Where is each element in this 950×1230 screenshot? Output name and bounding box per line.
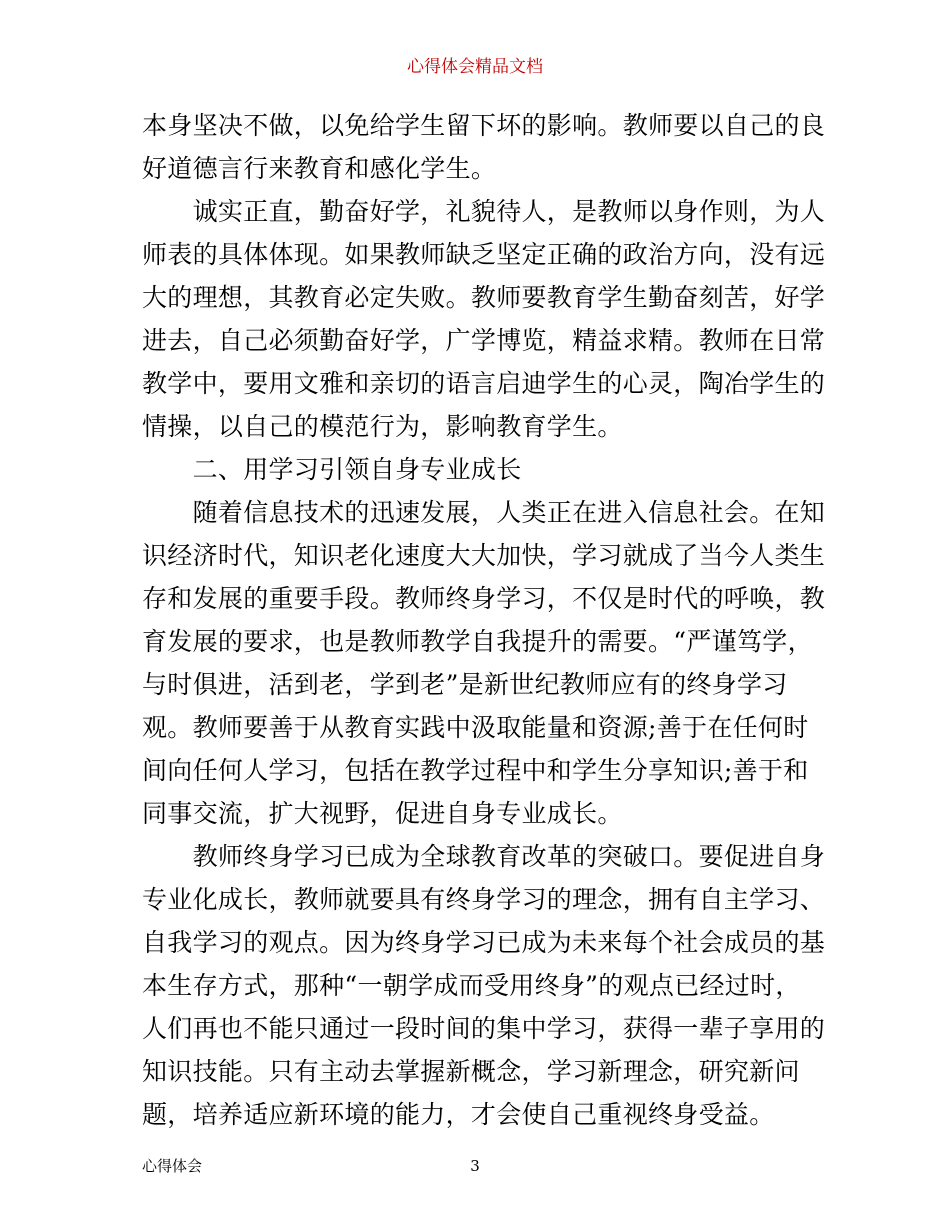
- text-line: 存和发展的重要手段。教师终身学习，不仅是时代的呼唤，教: [142, 584, 826, 613]
- text-line: 教学中，要用文雅和亲切的语言启迪学生的心灵，陶冶学生的: [142, 369, 826, 398]
- document-header-title: 心得体会精品文档: [407, 57, 543, 77]
- text-line: 情操，以自己的模范行为，影响教育学生。: [142, 412, 623, 441]
- text-line: 与时俱进，活到老，学到老”是新世纪教师应有的终身学习: [142, 670, 788, 699]
- section-heading: 二、用学习引领自身专业成长: [142, 455, 522, 484]
- text-line: 自我学习的观点。因为终身学习已成为未来每个社会成员的基: [142, 928, 826, 957]
- text-line: 专业化成长，教师就要具有终身学习的理念，拥有自主学习、: [142, 885, 826, 914]
- text-line: 诚实正直，勤奋好学，礼貌待人，是教师以身作则，为人: [142, 197, 826, 226]
- text-line: 好道德言行来教育和感化学生。: [142, 154, 497, 183]
- text-line: 同事交流，扩大视野，促进自身专业成长。: [142, 799, 623, 828]
- text-line: 知识技能。只有主动去掌握新概念，学习新理念，研究新问: [142, 1057, 800, 1086]
- text-line: 师表的具体体现。如果教师缺乏坚定正确的政治方向，没有远: [142, 240, 826, 269]
- document-body: [142, 104, 826, 1136]
- text-line: 进去，自己必须勤奋好学，广学博览，精益求精。教师在日常: [142, 326, 826, 355]
- text-line: 本身坚决不做，以免给学生留下坏的影响。教师要以自己的良: [142, 111, 826, 140]
- text-line: 大的理想，其教育必定失败。教师要教育学生勤奋刻苦，好学: [142, 283, 826, 312]
- text-line: 间向任何人学习，包括在教学过程中和学生分享知识;善于和: [142, 756, 809, 785]
- text-line: 教师终身学习已成为全球教育改革的突破口。要促进自身: [142, 842, 826, 871]
- text-line: 题，培养适应新环境的能力，才会使自己重视终身受益。: [142, 1100, 775, 1129]
- page-number: 3: [470, 1157, 480, 1175]
- text-line: 随着信息技术的迅速发展，人类正在进入信息社会。在知: [142, 498, 826, 527]
- text-line: 观。教师要善于从教育实践中汲取能量和资源;善于在任何时: [142, 713, 809, 742]
- footer-label: 心得体会: [142, 1157, 203, 1175]
- text-line: 本生存方式，那种“一朝学成而受用终身”的观点已经过时，: [142, 971, 801, 1000]
- text-line: 识经济时代，知识老化速度大大加快，学习就成了当今人类生: [142, 541, 826, 570]
- text-line: 育发展的要求，也是教师教学自我提升的需要。“严谨笃学，: [142, 627, 813, 656]
- text-line: 人们再也不能只通过一段时间的集中学习，获得一辈子享用的: [142, 1014, 826, 1043]
